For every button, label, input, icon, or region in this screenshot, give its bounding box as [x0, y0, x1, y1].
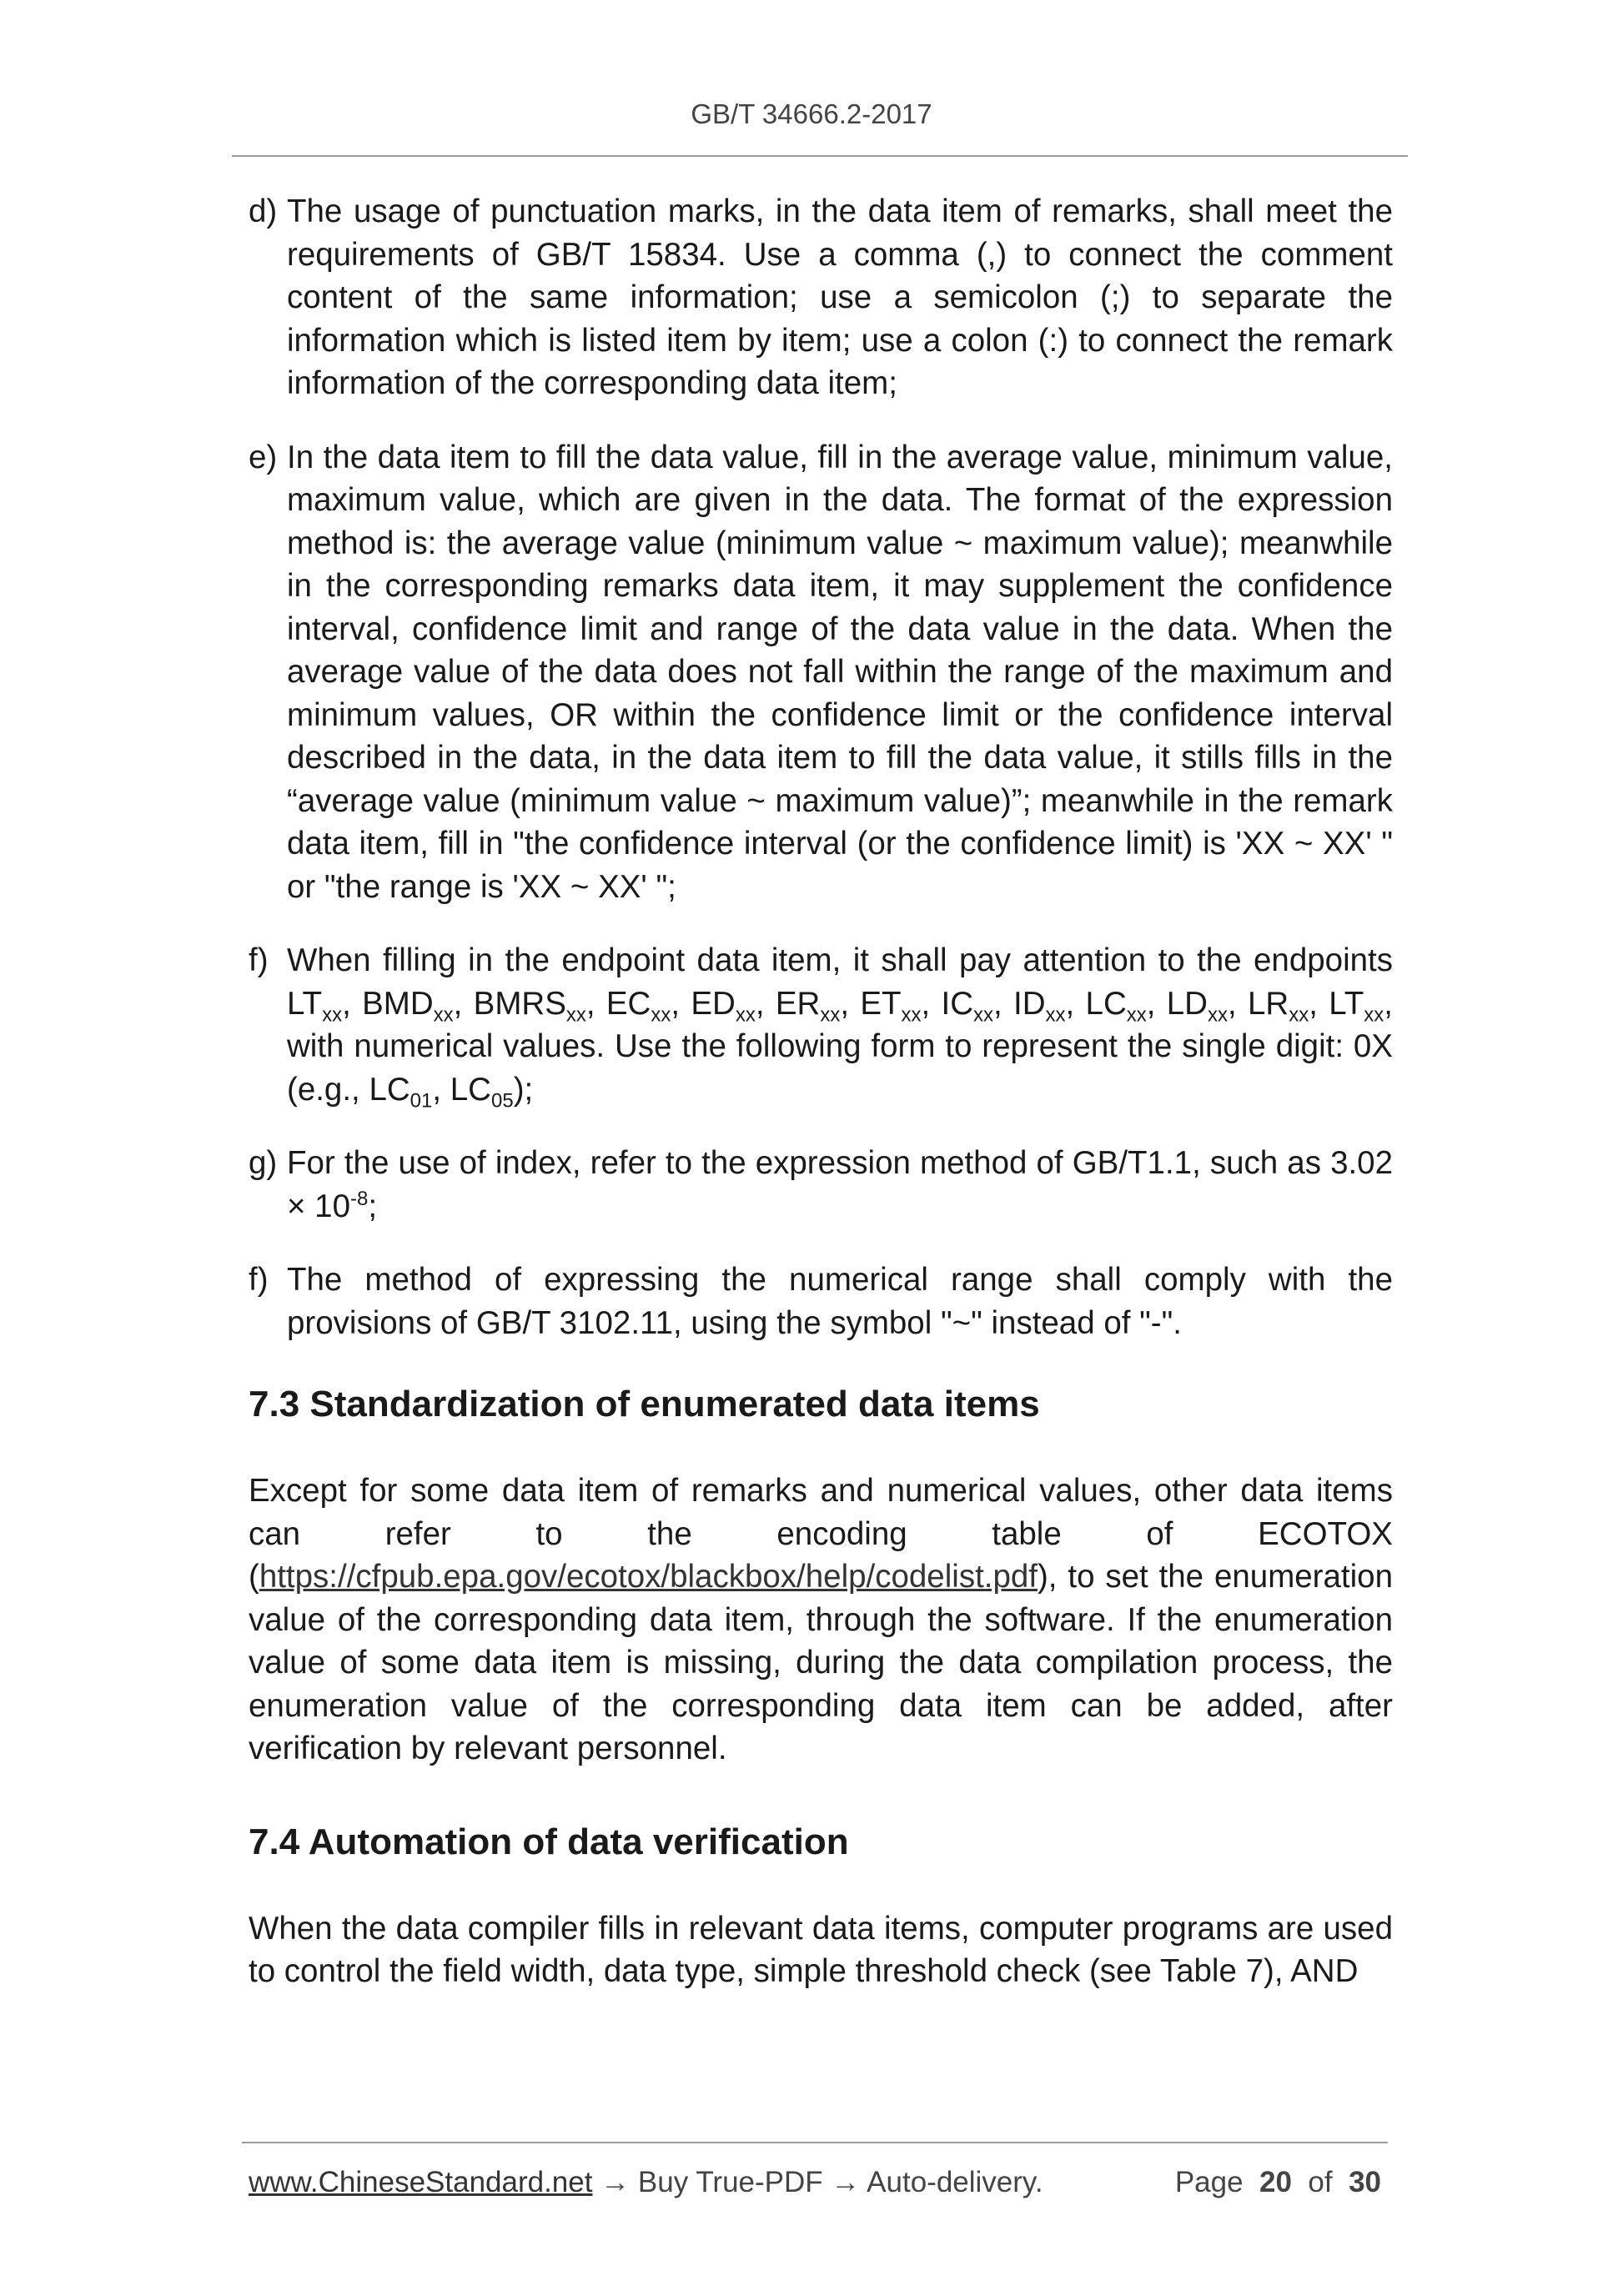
list-item-e	[249, 436, 1393, 909]
list-item-text: The method of expressing the numerical range shall comply with the provisions of GB/T 3102.11, using the symbol "~" instead of "-".	[287, 1262, 1393, 1341]
codelist-link[interactable]: https://cfpub.epa.gov/ecotox/blackbox/help/codelist.pdf	[259, 1559, 1038, 1595]
endpoint-bmd: $BMD_{xx}$	[362, 985, 454, 1027]
list-item-intro: When filling in the endpoint data item, it shall pay attention to the endpoints	[287, 942, 1393, 978]
promo-text: → Buy True-PDF → Auto-delivery.	[600, 2166, 1043, 2198]
section-heading-7-4: 7.4 Automation of data verification	[249, 1821, 849, 1862]
list-item-d	[249, 190, 1393, 405]
math-expression: $3.02 \times 10^{-8}$;	[287, 1145, 1393, 1224]
header-divider	[232, 155, 1408, 157]
list-item-text: with numerical values. Use the following form to represent the single digit: 0X (e.g.,	[287, 1028, 1393, 1108]
endpoint-id: $ID_{xx}$	[1013, 985, 1066, 1027]
endpoint-ld: $LD_{xx}$	[1166, 985, 1228, 1027]
endpoint-ed: $ED_{xx}$	[691, 985, 756, 1027]
page-indicator: Page 20 of 30	[1174, 2166, 1381, 2198]
site-link[interactable]: www.ChineseStandard.net	[249, 2166, 593, 2198]
total-pages: 30	[1349, 2166, 1381, 2198]
list-item-text: For the use of index, refer to the expression method of GB/T1.1, such as	[287, 1145, 1321, 1181]
endpoint-lr: $LR_{xx}$	[1247, 985, 1309, 1027]
example-endpoint-1: $LC_{01}$	[369, 1071, 433, 1113]
list-item-label: g)	[249, 1145, 278, 1181]
current-page: 20	[1259, 2166, 1292, 2198]
list-item-label: f)	[249, 1262, 269, 1298]
example-endpoint-2: $LC_{05}$	[450, 1071, 514, 1113]
endpoint-lt: $LT_{xx}$	[287, 985, 343, 1027]
endpoint-list: $LT_{xx}$, $BMD_{xx}$, $BMRS_{xx}$, $EC_{xx}$, $ED_{xx}$, $ER_{xx}$, $ET_{xx}$, $IC_{xx}$, $ID_{xx}$, $LC_{xx}$, $LD_{xx}$, $LR_{xx}$, $LT_{xx}$,	[287, 985, 1393, 1027]
list-item-g	[249, 1142, 1393, 1228]
section-7-3-paragraph: Except for some data item of remarks and numerical values, other data items can refer to the encoding table of ECOTOX (https://cfpub.epa.gov/ecotox/blackbox/help/codelist.pdf), to set the enumeration value of the corresponding data item, through the software. If the enumeration value of some data item is missing, during the data compilation process, the enumeration value of the corresponding data item can be added, after verification by relevant personnel.	[249, 1473, 1393, 1766]
list-item-text: In the data item to fill the data value, fill in the average value, minimum value, maximum value, which are given in the data. The format of the expression method is: the average value (minimum value ~ maximum value); meanwhile in the corresponding remarks data item, it may supplement the confidence interval, confidence limit and range of the data value in the data. When the average value of the data does not fall within the range of the maximum and minimum values, OR within the confidence limit or the confidence interval described in the data, in the data item to fill the data value, it stills fills in the “average value (minimum value ~ maximum value)”; meanwhile in the remark data item, fill in "the confidence interval (or the confidence limit) is 'XX ~ XX' " or "the range is 'XX ~ XX' ";	[287, 439, 1393, 905]
endpoint-bmrs: $BMRS_{xx}$	[473, 985, 586, 1027]
list-item-label: d)	[249, 193, 278, 229]
endpoint-er: $ER_{xx}$	[775, 985, 841, 1027]
endpoint-et: $ET_{xx}$	[860, 985, 922, 1027]
endpoint-ic: $IC_{xx}$	[941, 985, 994, 1027]
footer-divider	[242, 2142, 1388, 2143]
endpoint-lc: $LC_{xx}$	[1085, 985, 1147, 1027]
list-item-text: The usage of punctuation marks, in the data item of remarks, shall meet the requirements of GB/T 15834. Use a comma (,) to connect the comment content of the same information; use a semicolon (;) to separate the information which is listed item by item; use a colon (:) to connect the remark information of the corresponding data item;	[287, 193, 1393, 401]
document-header-code: GB/T 34666.2-2017	[691, 98, 932, 129]
list-item-label: e)	[249, 439, 278, 475]
list-item-f-range	[249, 1259, 1393, 1344]
endpoint-lt: $LT_{xx}$	[1329, 985, 1384, 1027]
section-heading-7-3: 7.3 Standardization of enumerated data items	[249, 1384, 1040, 1424]
list-item-f-endpoints: f) When filling in the endpoint data item, it shall pay attention to the endpoints $LT_{xx}$, $BMD_{xx}$, $BMRS_{xx}$, $EC_{xx}$, $ED_{xx}$, $ER_{xx}$, $ET_{xx}$, $IC_{xx}$, $ID_{xx}$, $LC_{xx}$, $LD_{xx}$, $LR_{xx}$, $LT_{xx}$, with numerical values. Use the following form to represent the single digit: 0X (e.g., $LC_{01}$, $LC_{05}$);	[249, 939, 1393, 1111]
list-item-label: f)	[249, 942, 269, 978]
endpoint-ec: $EC_{xx}$	[605, 985, 671, 1027]
section-7-4-paragraph: When the data compiler fills in relevant data items, computer programs are used to control the field width, data type, simple threshold check (see Table 7), AND	[249, 1910, 1393, 1989]
page-content	[249, 190, 1393, 1993]
